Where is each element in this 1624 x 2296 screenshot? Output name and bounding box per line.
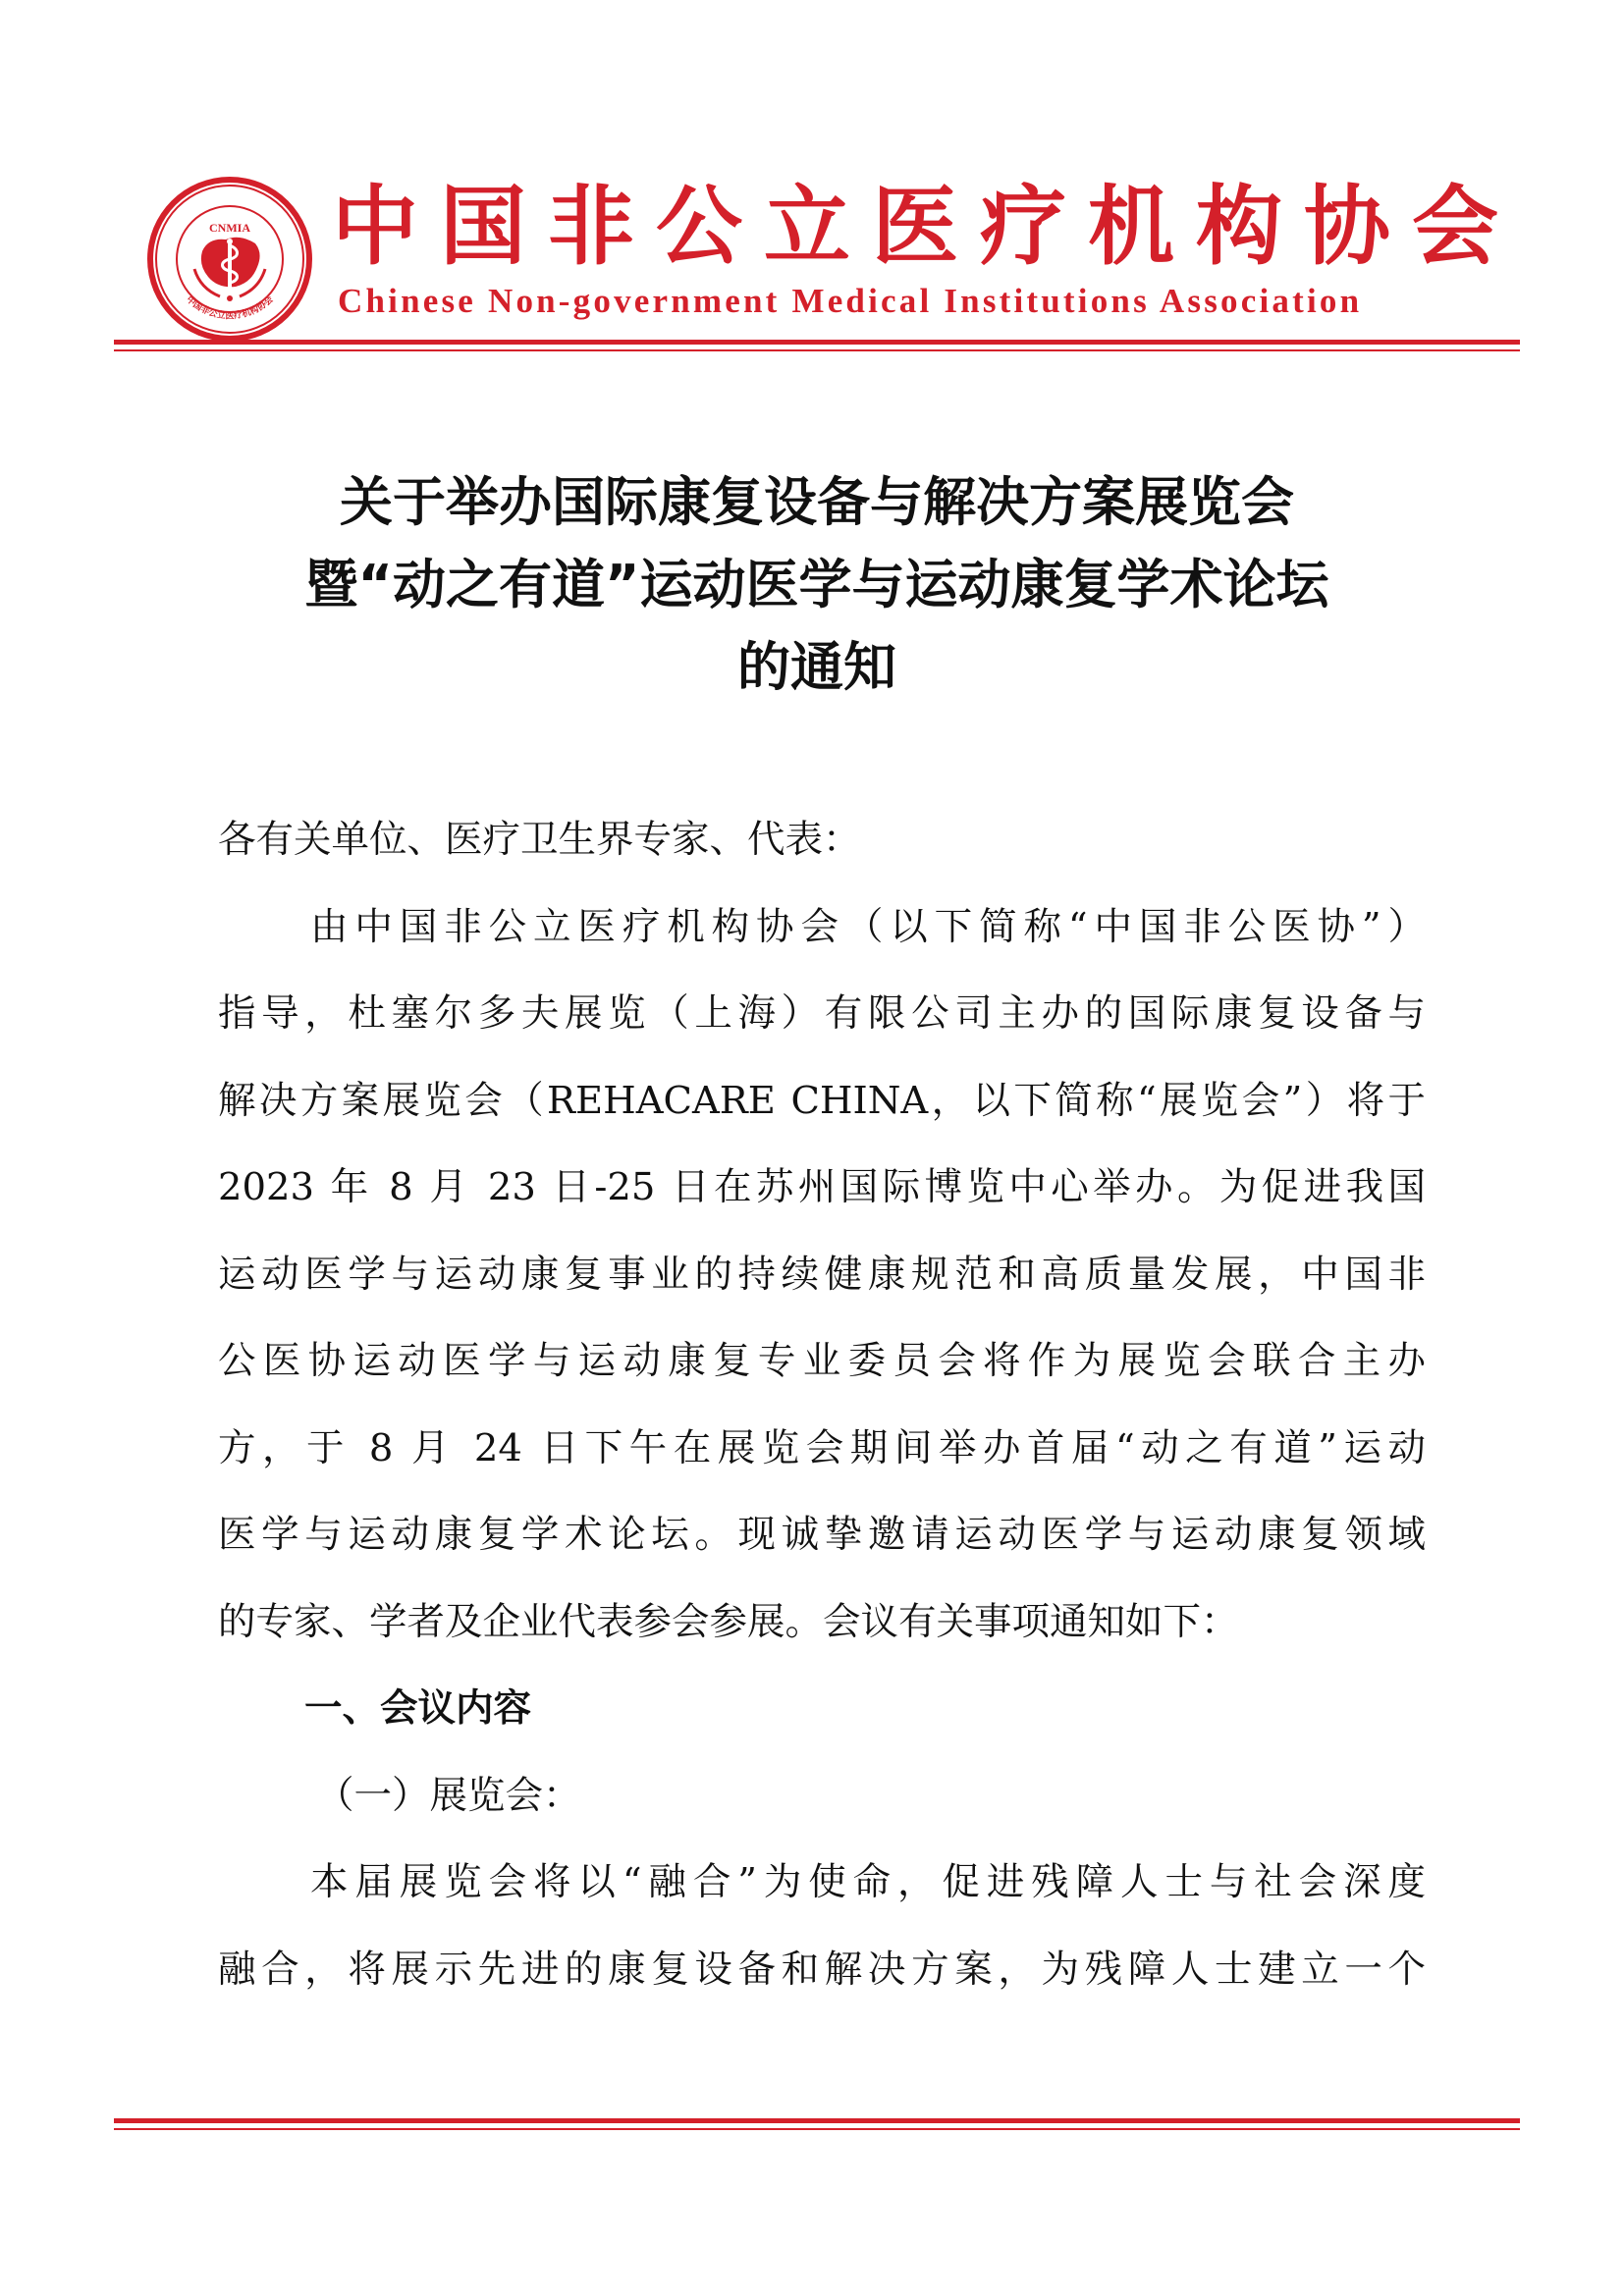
- org-name-chinese: 中国非公立医疗机构协会: [332, 176, 1521, 277]
- paragraph-1-line: 医学与运动康复学术论坛。现诚挚邀请运动医学与运动康复领域: [218, 1513, 1426, 1557]
- seal-acronym: CNMIA: [209, 221, 250, 235]
- paragraph-1-line: 由中国非公立医疗机构协会（以下简称“中国非公医协”）: [310, 904, 1426, 949]
- paragraph-1-line: 运动医学与运动康复事业的持续健康规范和高质量发展，中国非: [218, 1252, 1426, 1297]
- header-divider-thick: [114, 340, 1520, 345]
- notice-body: [218, 797, 1426, 2013]
- header-divider-thin: [114, 349, 1520, 351]
- paragraph-1-line: 2023 年 8 月 23 日-25 日在苏州国际博览中心举办。为促进我国: [218, 1165, 1426, 1209]
- org-name-english: Chinese Non-government Medical Institutions Association: [338, 282, 1363, 320]
- paragraph-1-line: 指导，杜塞尔多夫展览（上海）有限公司主办的国际康复设备与: [218, 991, 1426, 1036]
- paragraph-2-line: 本届展览会将以“融合”为使命，促进残障人士与社会深度: [310, 1860, 1426, 1904]
- paragraph-1-line: 方，于 8 月 24 日下午在展览会期间举办首届“动之有道”运动: [218, 1425, 1426, 1470]
- seal-ring-text-en: [145, 175, 314, 177]
- title-line-3: 的通知: [737, 636, 896, 698]
- title-line-1: 关于举办国际康复设备与解决方案展览会: [340, 471, 1294, 533]
- seal-emblem-icon: [145, 175, 314, 344]
- seal-ring-text-cn: 中国非公立医疗机构协会: [184, 294, 276, 322]
- footer-divider-thin: [114, 2128, 1520, 2130]
- notice-title: [114, 461, 1520, 709]
- paragraph-2-line: 融合，将展示先进的康复设备和解决方案，为残障人士建立一个: [218, 1947, 1426, 1992]
- title-line-2: 暨“动之有道”运动医学与运动康复学术论坛: [304, 554, 1329, 615]
- section-1-heading: 一、会议内容: [304, 1686, 532, 1731]
- association-seal-logo: [145, 175, 314, 344]
- footer-divider-thick: [114, 2118, 1520, 2123]
- paragraph-1-line: 解决方案展览会（REHACARE CHINA，以下简称“展览会”）将于: [218, 1078, 1426, 1123]
- salutation: 各有关单位、医疗卫生界专家、代表：: [218, 818, 861, 862]
- subsection-1-heading: （一）展览会：: [316, 1773, 581, 1818]
- paragraph-1-line: 公医协运动医学与运动康复专业委员会将作为展览会联合主办: [218, 1339, 1426, 1383]
- paragraph-1-line: 的专家、学者及企业代表参会参展。会议有关事项通知如下：: [218, 1599, 1239, 1644]
